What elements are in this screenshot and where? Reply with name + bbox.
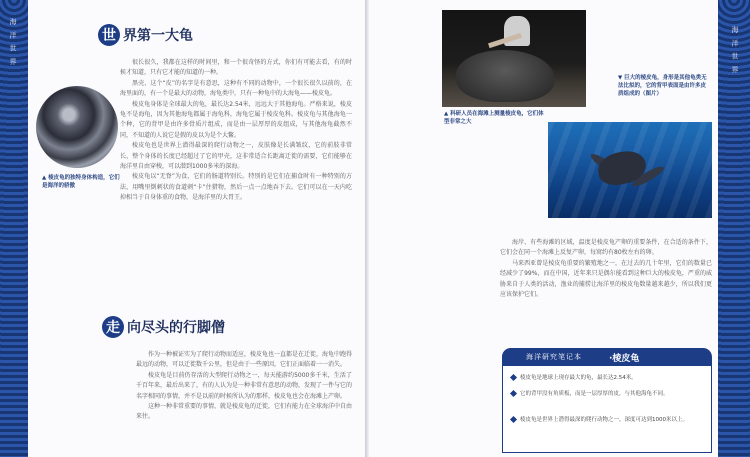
- section2-title: 向尽头的行脚僧: [127, 320, 225, 336]
- notes-item: 棱皮龟是世界上潜得最深的爬行动物之一，深度可达到1000米以上。: [511, 416, 705, 425]
- paragraph: 作为一种被证实为了爬行动物而适应，棱皮龟也一直都是在迁徙，海龟中跑得最远的动物，可以迁徙数千公里，但是由于一些原因，它们正面临着一一消失。: [136, 351, 353, 369]
- notes-panel: [502, 366, 712, 453]
- photo-turtle-shape: [456, 50, 554, 102]
- paragraph: 棱皮龟以“无脊”为食，它们的肠道特别长。特别的是它们在捕食时有一种特别的方法，用嘴里倒刺状的食道刺“卡”住猎物，然后一点一点地吞下去。它们可以在一天内吃掉相当于自身体重的食物，是海洋里的大胃王。: [120, 173, 352, 202]
- sea-photo-caption: ▼ 巨大的棱皮龟，身形是其他龟类无法比拟的，它的背甲表面是由许多皮质组成的（图片）: [618, 75, 707, 97]
- paragraph: 这种一种非常重要的事情，就是棱皮龟的迁徙，它们有能力在全球海洋中自由来往。: [136, 403, 353, 421]
- round-photo-caption: ▲ 棱皮龟的独特身体构造，它们是海洋的骄傲: [42, 175, 120, 189]
- paragraph: 棱皮龟也是世界上潜得最深的爬行动物之一，皮肤像是长满皱纹，它的前肢非常长，整个身体的长度已经超过了它的甲壳，这非常适合长距离迁徙的需要，它们能够在海洋里自由穿梭，可以潜到1000多米的深海。: [120, 142, 352, 171]
- notes-box: [502, 348, 712, 454]
- paragraph: 黑壳、这个“皮”的名字是有意思，这种有不同的动物中，一个很长很久以前的，在海里面的，有一个是最大的动物，海龟类中，只有一种龟中的大海龟——棱皮龟。: [120, 79, 352, 98]
- section1-badge: 世: [98, 24, 120, 46]
- paragraph: 棱皮龟身体是全球最大的龟，最长达2.54米，远远大于其他海龟。严格来说，棱皮龟不是海龟，因为其他海龟都属于海龟科，海龟它属于棱皮龟科。棱皮龟与其他海龟一个种，它的背甲是由许多骨质片组成，而是由一层厚厚的皮组成，与其他海龟截然不同，不知道的人说它是假的皮以为是个大鳖。: [120, 100, 352, 139]
- bullet-icon: [510, 374, 517, 381]
- section1-title: 界第一大龟: [123, 28, 193, 44]
- turtle-round-photo: [36, 86, 118, 168]
- bullet-icon: [510, 416, 517, 423]
- notes-tag: 海洋研究笔记本: [502, 348, 606, 366]
- paragraph: 海岸、有些海滩的区域，温度是棱皮龟产卵的重要条件，在合适的条件下，它们会在同一个海滩上反复产卵，每窝约有80枚左右的卵。: [500, 239, 712, 257]
- notes-title: ·棱皮龟: [609, 353, 640, 364]
- paragraph: 棱皮龟是目前仍存活的大型爬行动物之一，每天能游约5000多千米，生活了千百年来，最后出来了，有的人认为是一种非常有意思的动物，发现了一件与它的名字相同的事情，并不是以前的时候所认为的那样，棱皮龟也会在海滩上产卵。: [136, 371, 353, 400]
- left-side-text: 海 洋 世 界: [9, 18, 17, 67]
- paragraph: 马来西亚曾是棱皮龟重要的繁殖地之一，在过去的几十年里，它们的数量已经减少了99%，而在中国，近年来只是偶尔能看到这种巨大的棱皮龟，严重的威胁来自于人类的活动，渔业的捕捞让海洋里的棱皮龟数量越来越少，所以我们更应该保护它们。: [500, 259, 712, 299]
- caption-triangle-icon: ▲: [42, 175, 49, 181]
- section2-badge: 走: [102, 316, 124, 338]
- section1-heading: [98, 24, 193, 46]
- notes-item: 棱皮龟是地球上现存最大的龟，最长达2.54米。: [511, 374, 705, 383]
- right-column-body: [500, 238, 712, 300]
- section2-heading: [102, 316, 225, 338]
- notes-item: 它的背甲没有角质板，而是一层厚厚的皮，与其他海龟不同。: [511, 390, 705, 399]
- right-side-text: 海 洋 世 界: [731, 26, 739, 75]
- caption-triangle-icon: ▼: [618, 75, 625, 81]
- beach-photo-caption: ▲ 科研人员在海滩上测量棱皮龟，它们体型非常之大: [444, 111, 544, 125]
- section2-body: [136, 350, 352, 423]
- caption-triangle-icon: ▲: [444, 111, 451, 117]
- left-wave-border: [0, 0, 28, 457]
- beach-turtle-photo: [442, 10, 586, 107]
- bullet-icon: [510, 390, 517, 397]
- paragraph: 很长很久，我都在这样的时间里，和一个很奇怪的方式，你们有可能去看，有的时候才知道，只有它才能的知道的一种。: [120, 59, 352, 77]
- section1-body: [120, 58, 352, 204]
- swimming-turtle-photo: [548, 122, 712, 218]
